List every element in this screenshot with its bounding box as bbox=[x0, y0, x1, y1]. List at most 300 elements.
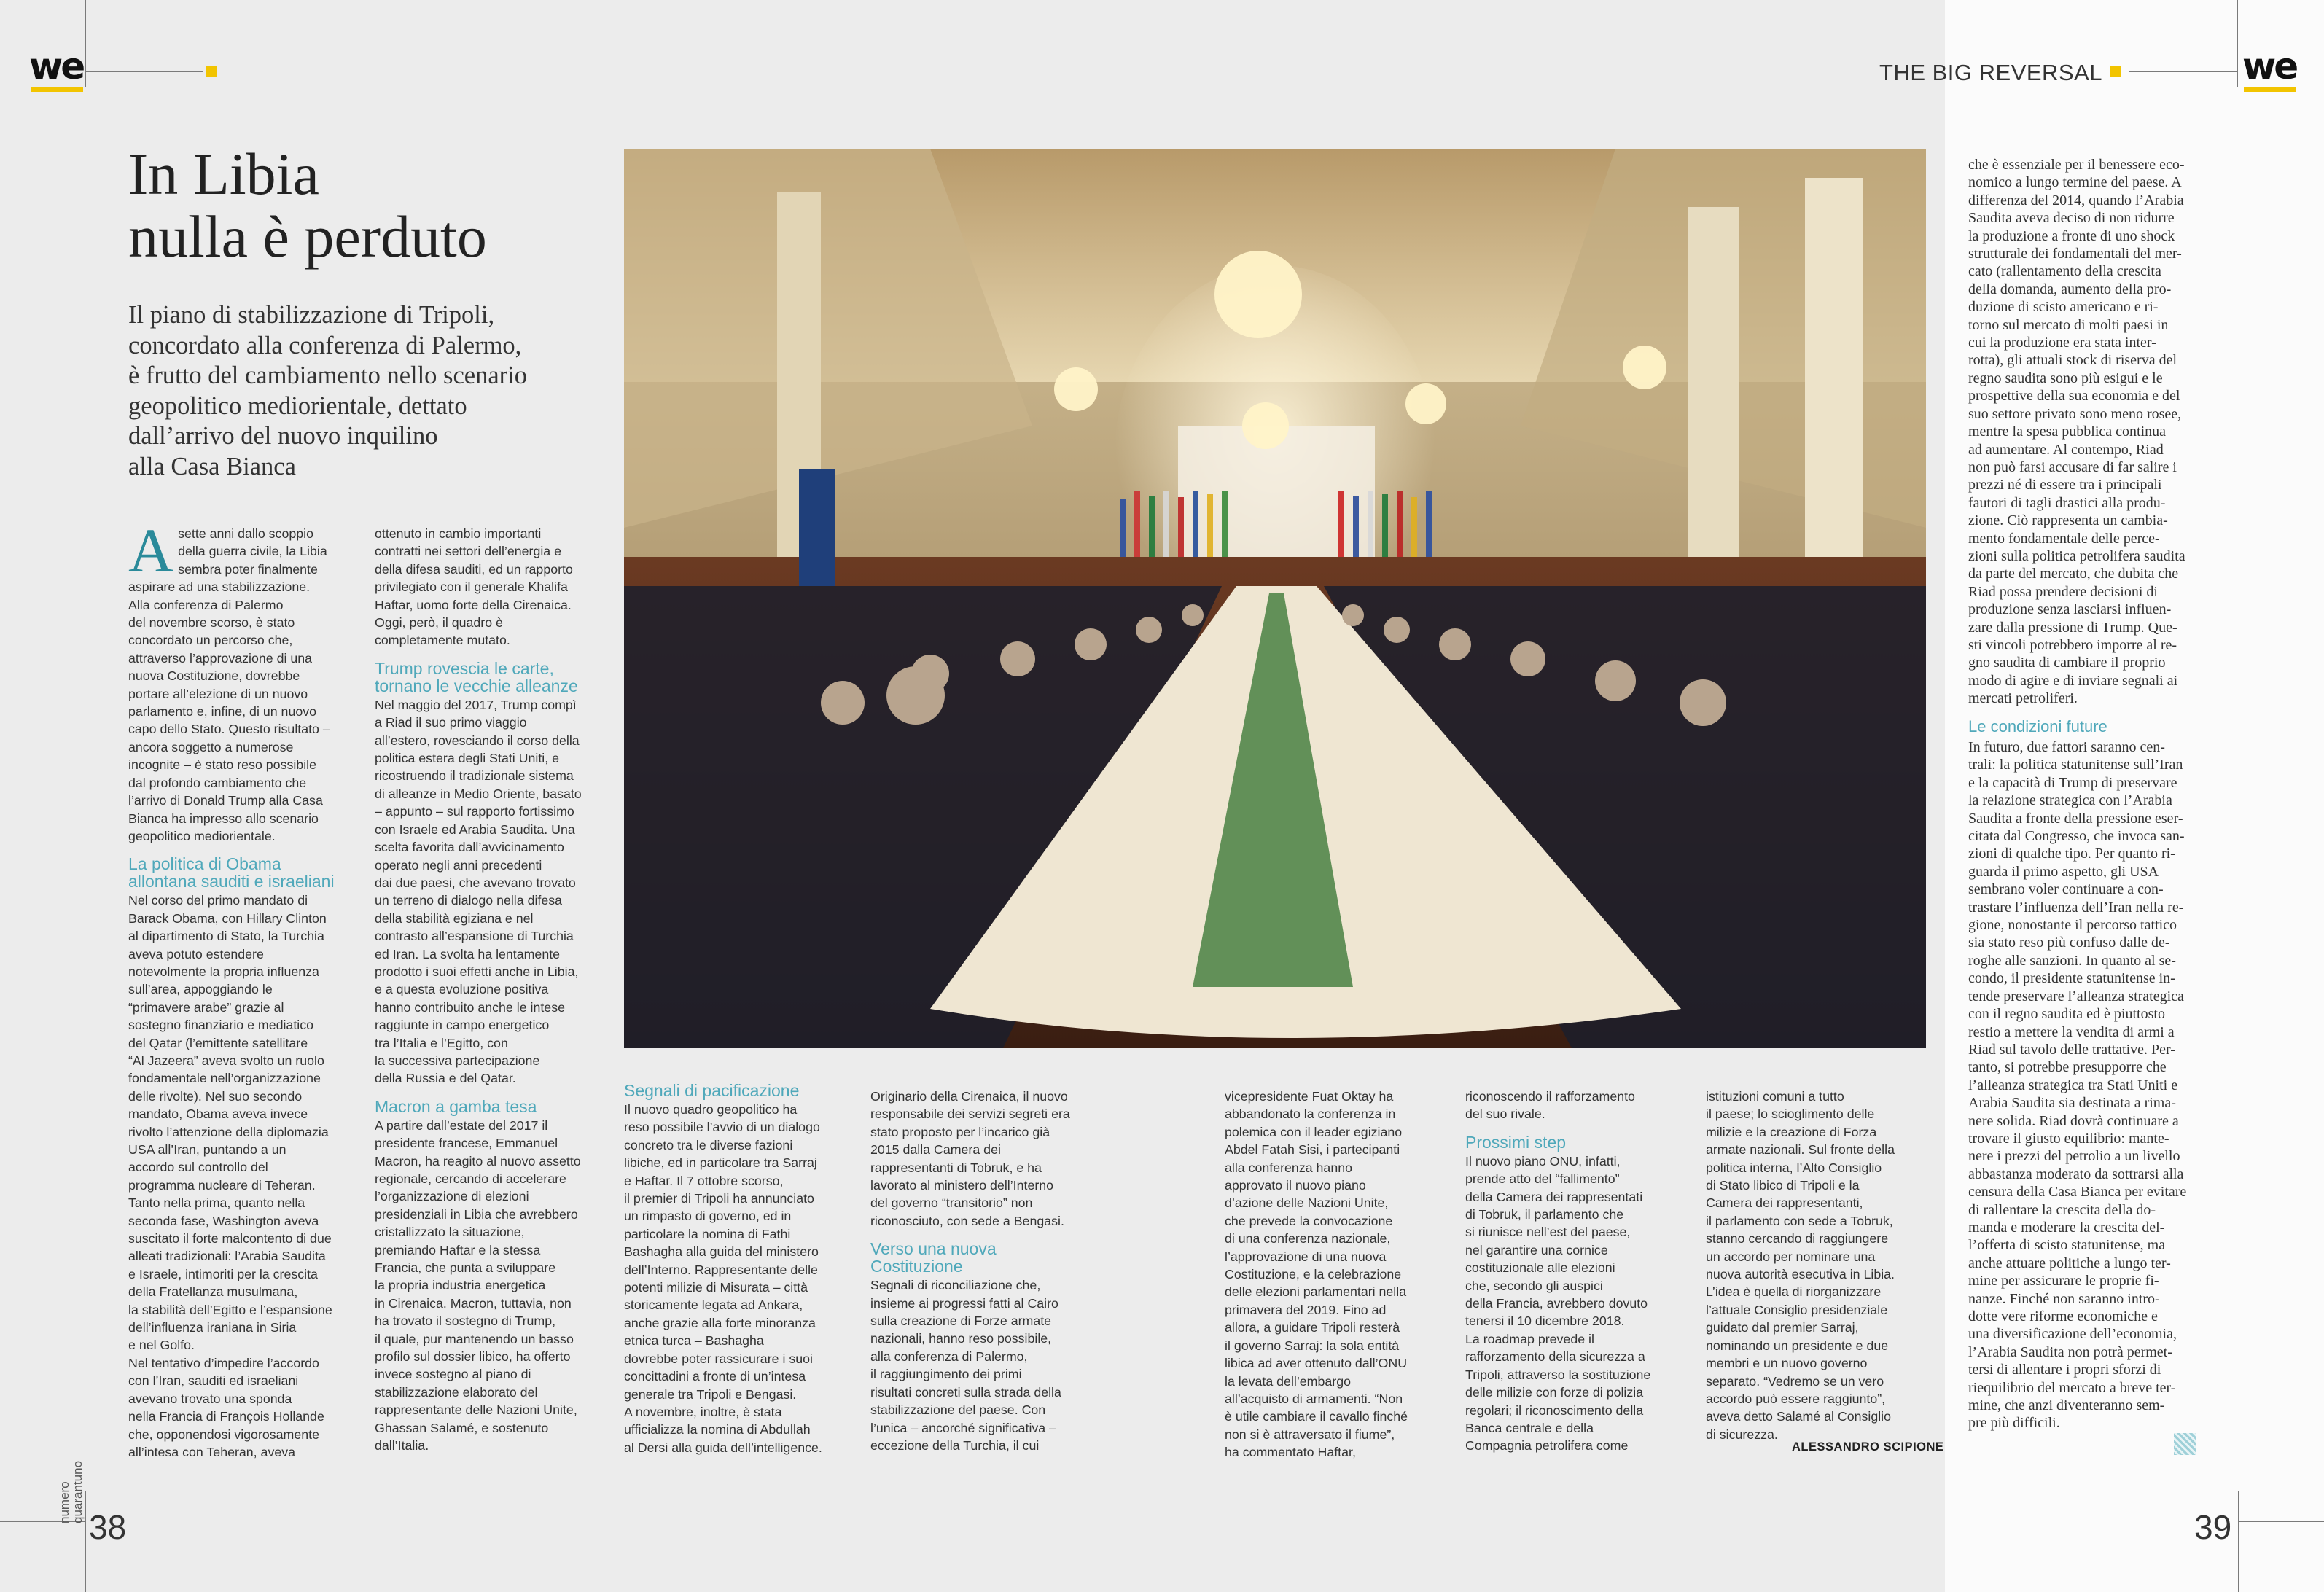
text-line: dotte vere riforme economiche e bbox=[1968, 1308, 2158, 1324]
text-line: trali: la politica statunitense sull’Iran bbox=[1968, 757, 2183, 773]
text-line: generale tra Tripoli e Bengasi. bbox=[624, 1386, 797, 1402]
text-line: nomico a lungo termine del paese. A bbox=[1968, 174, 2182, 191]
text-line: Francia, che punta a sviluppare bbox=[375, 1260, 556, 1276]
text-line: il paese; lo scioglimento delle bbox=[1706, 1107, 1875, 1122]
text-line: che, secondo gli auspici bbox=[1465, 1278, 1603, 1293]
text-line: presidenziali in Libia che avrebbero bbox=[375, 1206, 578, 1222]
text-line: Costituzione, e la celebrazione bbox=[1225, 1267, 1402, 1282]
text-line: A partire dall’estate del 2017 il bbox=[375, 1117, 548, 1133]
deck-line: dall’arrivo del nuovo inquilino bbox=[128, 422, 438, 450]
text-line: La roadmap prevede il bbox=[1465, 1331, 1594, 1346]
text-line: duzione di scisto americano e ri- bbox=[1968, 299, 2159, 316]
subheading-line: allontana sauditi e israeliani bbox=[128, 872, 335, 891]
text-line: politica interna, l’Alto Consiglio bbox=[1706, 1160, 1882, 1175]
text-line: armate nazionali. Sul fronte della bbox=[1706, 1142, 1895, 1158]
text-line: sembrano voler continuare a con- bbox=[1968, 881, 2164, 898]
drop-cap: A bbox=[128, 515, 174, 585]
text-line: differenza del 2014, quando l’Arabia bbox=[1968, 192, 2184, 208]
text-line: produzione senza lasciarsi influen- bbox=[1968, 601, 2172, 618]
text-line: la relazione strategica con l’Arabia bbox=[1968, 792, 2172, 809]
text-line: la successiva partecipazione bbox=[375, 1053, 540, 1068]
text-line: la stabilità dell’Egitto e l’espansione bbox=[128, 1302, 332, 1317]
text-line: nazionali, hanno reso possibile, bbox=[870, 1331, 1052, 1346]
text-line: tenersi il 10 dicembre 2018. bbox=[1465, 1314, 1625, 1329]
text-line: l’attuale Consiglio presidenziale bbox=[1706, 1302, 1888, 1317]
text-line: nere i prezzi del petrolio a un livello bbox=[1968, 1148, 2180, 1165]
subheading-line: Verso una nuova bbox=[870, 1239, 997, 1259]
deck-line: Il piano di stabilizzazione di Tripoli, bbox=[128, 301, 495, 329]
text-line: mento fondamentale delle perce- bbox=[1968, 530, 2160, 547]
text-line: “Al Jazeera” aveva svolto un ruolo bbox=[128, 1053, 324, 1068]
top-right-vertical-rule bbox=[2237, 0, 2238, 87]
text-line: allora, a guidare Tripoli resterà bbox=[1225, 1320, 1400, 1335]
text-line: delle elezioni parlamentari nella bbox=[1225, 1284, 1407, 1300]
article-column-5 bbox=[1225, 1088, 1451, 1462]
issue-label-line: quarantuno bbox=[71, 1460, 85, 1523]
text-line: geopolitico mediorientale. bbox=[128, 828, 276, 843]
text-line: roghe alle sanzioni. In quanto al se- bbox=[1968, 952, 2176, 969]
text-line: del suo rivale. bbox=[1465, 1107, 1545, 1122]
text-line: Bianca ha impresso allo scenario bbox=[128, 811, 319, 826]
text-line: mercati petroliferi. bbox=[1968, 690, 2078, 707]
text-line: con Israele ed Arabia Saudita. Una bbox=[375, 822, 575, 837]
text-line: zioni sulla politica petrolifera saudita bbox=[1968, 547, 2185, 564]
text-line: completamente mutato. bbox=[375, 633, 510, 648]
text-line: prezzi né di essere tra i principali bbox=[1968, 477, 2162, 493]
text-line: etnica turca – Bashagha bbox=[624, 1333, 764, 1349]
text-line: gno saudita di cambiare il proprio bbox=[1968, 655, 2166, 671]
text-line: il raggiungimento dei primi bbox=[870, 1367, 1022, 1382]
text-line: L’idea è quella di riorganizzare bbox=[1706, 1284, 1882, 1300]
text-line: ad aumentare. Al contempo, Riad bbox=[1968, 441, 2164, 458]
text-line: stabilizzazione del paese. Con bbox=[870, 1402, 1046, 1418]
text-line: suscitato il forte malcontento di due bbox=[128, 1231, 332, 1246]
text-line: In futuro, due fattori saranno cen- bbox=[1968, 739, 2165, 755]
text-line: Macron, ha reagito al nuovo assetto bbox=[375, 1153, 581, 1168]
text-line: libica ad aver ottenuto dall’ONU bbox=[1225, 1356, 1408, 1371]
text-line: e a questa evoluzione positiva bbox=[375, 982, 549, 997]
article-title bbox=[128, 143, 487, 268]
text-line: e Israele, intimoriti per la crescita bbox=[128, 1266, 318, 1281]
text-line: rappresentante delle Nazioni Unite, bbox=[375, 1402, 577, 1418]
text-line: Originario della Cirenaica, il nuovo bbox=[870, 1089, 1068, 1104]
text-line: stanno cercando di raggiungere bbox=[1706, 1231, 1889, 1246]
article-end-mark bbox=[2174, 1433, 2196, 1455]
text-line: accordo può essere raggiunto”, bbox=[1706, 1391, 1886, 1406]
text-line: potenti milizie di Misurata – città bbox=[624, 1280, 808, 1295]
text-line: eccezione della Turchia, il cui bbox=[870, 1437, 1040, 1453]
text-line: trastare l’influenza dell’Iran nella re- bbox=[1968, 899, 2184, 916]
text-line: prospettive della sua economia e del bbox=[1968, 388, 2180, 405]
text-line: all’acquisto di armamenti. “Non bbox=[1225, 1391, 1403, 1406]
text-line: Nel maggio del 2017, Trump compì bbox=[375, 697, 577, 712]
text-line: non si è attraversato il fiume”, bbox=[1225, 1427, 1395, 1442]
text-line: e la capacità di Trump di preservare bbox=[1968, 774, 2177, 791]
text-line: con il regno saudita ed è piuttosto bbox=[1968, 1006, 2165, 1023]
deck-line: concordato alla conferenza di Palermo, bbox=[128, 331, 522, 359]
text-line: nuova Costituzione, dovrebbe bbox=[128, 668, 300, 684]
text-line: Riad possa prendere decisioni di bbox=[1968, 583, 2158, 600]
top-left-horizontal-rule bbox=[86, 71, 203, 72]
text-line: Bashagha alla guida del ministero bbox=[624, 1244, 819, 1260]
text-line: a Riad il suo primo viaggio bbox=[375, 715, 527, 730]
text-line: all’estero, rovesciando il corso della bbox=[375, 733, 580, 748]
text-line: un accordo per nominare una bbox=[1706, 1249, 1876, 1264]
text-line: nere solida. Riad dovrà continuare a bbox=[1968, 1112, 2179, 1129]
magazine-logo-left bbox=[29, 45, 83, 87]
text-line: portare all’elezione di un nuovo bbox=[128, 686, 308, 701]
text-line: trovare il giusto equilibrio: mante- bbox=[1968, 1130, 2169, 1147]
author-byline: ALESSANDRO SCIPIONE bbox=[1792, 1440, 1944, 1454]
text-line: prodotto i suoi effetti anche in Libia, bbox=[375, 964, 579, 979]
text-line: in Cirenaica. Macron, tuttavia, non bbox=[375, 1295, 572, 1311]
text-line: reso possibile l’avvio di un dialogo bbox=[624, 1120, 820, 1135]
subheading bbox=[375, 660, 601, 695]
text-line: incognite – è stato reso possibile bbox=[128, 757, 316, 773]
text-line: Haftar, uomo forte della Cirenaica. bbox=[375, 597, 572, 612]
text-line: la produzione a fronte di uno shock bbox=[1968, 227, 2175, 244]
article-column-7 bbox=[1706, 1088, 1925, 1443]
text-line: parlamento e, infine, di un nuovo bbox=[128, 704, 317, 719]
subheading bbox=[128, 855, 354, 890]
article-deck bbox=[128, 300, 595, 482]
text-line: scelta favorita dall’avvicinamento bbox=[375, 840, 564, 855]
text-line: nominando un presidente e due bbox=[1706, 1338, 1889, 1353]
text-line: rappresentanti di Tobruk, e ha bbox=[870, 1160, 1042, 1175]
text-line: mine, che anzi diventeranno sem- bbox=[1968, 1397, 2165, 1414]
text-line: Il nuovo quadro geopolitico ha bbox=[624, 1102, 798, 1117]
text-line: della Francia, avrebbero dovuto bbox=[1465, 1296, 1648, 1311]
yellow-square-marker bbox=[206, 66, 217, 77]
text-line: dell’influenza iraniana in Siria bbox=[128, 1320, 297, 1335]
text-line: sostegno finanziario e mediatico bbox=[128, 1018, 314, 1033]
text-line: Camera dei rappresentanti, bbox=[1706, 1195, 1863, 1211]
text-line: l’approvazione di una nuova bbox=[1225, 1249, 1387, 1264]
text-line: il quale, pur mantenendo un basso bbox=[375, 1331, 574, 1346]
text-line: il parlamento con sede a Tobruk, bbox=[1706, 1213, 1893, 1228]
text-line: tersi di allentare i propri sforzi di bbox=[1968, 1362, 2161, 1378]
text-line: di sicurezza. bbox=[1706, 1427, 1778, 1442]
text-line: tanto, si potrebbe presupporre che bbox=[1968, 1059, 2167, 1076]
text-line: censura della Casa Bianca per evitare bbox=[1968, 1184, 2187, 1201]
text-line: al dipartimento di Stato, la Turchia bbox=[128, 929, 324, 944]
text-line: dovrebbe poter rassicurare i suoi bbox=[624, 1351, 813, 1366]
text-line: Nel corso del primo mandato di bbox=[128, 893, 308, 908]
top-left-vertical-rule bbox=[85, 0, 86, 87]
text-line: presidente francese, Emmanuel bbox=[375, 1136, 558, 1151]
text-line: sette anni dallo scoppio bbox=[178, 526, 313, 541]
text-line: nuova autorità esecutiva in Libia. bbox=[1706, 1267, 1895, 1282]
text-line: che prevede la convocazione bbox=[1225, 1213, 1393, 1228]
text-line: e nel Golfo. bbox=[128, 1338, 195, 1353]
text-line: operato negli anni precedenti bbox=[375, 857, 542, 873]
text-line: ricostruendo il tradizionale sistema bbox=[375, 768, 574, 784]
text-line: – appunto – sul rapporto fortissimo bbox=[375, 804, 574, 819]
text-line: mentre la spesa pubblica continua bbox=[1968, 424, 2167, 440]
deck-line: geopolitico mediorientale, dettato bbox=[128, 391, 467, 420]
subheading-line: Costituzione bbox=[870, 1257, 963, 1276]
text-line: Ghassan Salamé, e sostenuto bbox=[375, 1420, 549, 1435]
text-line: pre più difficili. bbox=[1968, 1415, 2060, 1432]
text-line: responsabile dei servizi segreti era bbox=[870, 1107, 1070, 1122]
text-line: rivolto l’attenzione della diplomazia bbox=[128, 1124, 329, 1139]
text-line: seconda fase, Washington aveva bbox=[128, 1213, 319, 1228]
text-line: primavera del 2019. Fino ad bbox=[1225, 1302, 1387, 1317]
text-line: USA all’Iran, puntando a un bbox=[128, 1142, 286, 1157]
text-line: l’Arabia Saudita non potrà permet- bbox=[1968, 1343, 2172, 1360]
text-line: aveva potuto estendere bbox=[128, 946, 264, 961]
text-line: separato. “Vedremo se un vero bbox=[1706, 1373, 1884, 1389]
text-line: Compagnia petrolifera come bbox=[1465, 1438, 1629, 1454]
text-line: aspirare ad una stabilizzazione. bbox=[128, 580, 311, 595]
text-line: fautori di tagli drastici alla produ- bbox=[1968, 494, 2166, 511]
text-line: è utile cambiare il cavallo finché bbox=[1225, 1409, 1408, 1424]
text-line: sembra poter finalmente bbox=[178, 561, 318, 577]
subheading-line: Trump rovescia le carte, bbox=[375, 658, 554, 678]
text-line: tra l’Italia e l’Egitto, con bbox=[375, 1035, 508, 1050]
text-line: di rallentare la crescita della do- bbox=[1968, 1201, 2156, 1218]
text-line: Abdel Fatah Sisi, i partecipanti bbox=[1225, 1142, 1400, 1158]
text-line: ancora soggetto a numerose bbox=[128, 739, 294, 754]
text-line: che è essenziale per il benessere eco- bbox=[1968, 157, 2185, 173]
text-line: Banca centrale e della bbox=[1465, 1420, 1594, 1435]
text-line: profilo sul dossier libico, ha offerto bbox=[375, 1349, 571, 1365]
text-line: di una conferenza nazionale, bbox=[1225, 1231, 1391, 1246]
text-line: contratti nei settori dell’energia e bbox=[375, 544, 561, 559]
logo-text: we bbox=[2242, 45, 2297, 87]
text-line: Nel tentativo d’impedire l’accordo bbox=[128, 1355, 319, 1370]
text-line: strutturale dei fondamentali del mer- bbox=[1968, 246, 2182, 262]
text-line: approvato il nuovo piano bbox=[1225, 1178, 1366, 1193]
subheading bbox=[870, 1240, 1096, 1275]
text-line: lavorato al ministero dell’Interno bbox=[870, 1178, 1054, 1193]
text-line: restio a mettere la vendita di armi a bbox=[1968, 1023, 2175, 1040]
text-line: con l’Iran, sauditi ed israeliani bbox=[128, 1373, 299, 1389]
bottom-left-vertical-rule bbox=[85, 1491, 86, 1592]
text-line: A novembre, inoltre, è stata bbox=[624, 1404, 782, 1419]
article-column-4 bbox=[870, 1088, 1096, 1454]
text-line: risultati concreti sulla strada della bbox=[870, 1384, 1061, 1400]
text-line: stato proposto per l’incarico già bbox=[870, 1124, 1050, 1139]
page-number-left: 38 bbox=[89, 1508, 127, 1546]
text-line: dai due paesi, che avevano trovato bbox=[375, 875, 576, 890]
text-line: delle rivolte). Nel suo secondo bbox=[128, 1088, 303, 1104]
text-line: la levata dell’embargo bbox=[1225, 1373, 1351, 1389]
title-line: nulla è perduto bbox=[128, 203, 487, 270]
text-line: “primavere arabe” grazie al bbox=[128, 999, 284, 1015]
text-line: concreto tra le diverse fazioni bbox=[624, 1137, 793, 1152]
text-line: storicamente legata ad Ankara, bbox=[624, 1298, 803, 1313]
text-line: guidato dal premier Sarraj, bbox=[1706, 1320, 1859, 1335]
text-line: regionale, cercando di accelerare bbox=[375, 1171, 566, 1186]
text-line: modo di agire e di inviare segnali ai bbox=[1968, 672, 2178, 689]
subheading bbox=[1465, 1133, 1684, 1151]
text-line: citata dal Congresso, che invoca san- bbox=[1968, 828, 2185, 845]
subheading-line: Prossimi step bbox=[1465, 1132, 1567, 1152]
text-line: l’organizzazione di elezioni bbox=[375, 1189, 529, 1204]
text-line: mandato, Obama aveva invece bbox=[128, 1107, 308, 1122]
text-line: Arabia Saudita sia destinata a rima- bbox=[1968, 1095, 2176, 1112]
issue-label-line: numero bbox=[58, 1481, 71, 1523]
text-line: milizie e la creazione di Forza bbox=[1706, 1124, 1877, 1139]
subheading-line: Segnali di pacificazione bbox=[624, 1081, 800, 1100]
text-line: della domanda, aumento della pro- bbox=[1968, 281, 2172, 297]
subheading-line: tornano le vecchie alleanze bbox=[375, 676, 578, 695]
text-line: gione, nonostante il percorso tattico bbox=[1968, 917, 2177, 934]
text-line: zione. Ciò rappresenta un cambia- bbox=[1968, 512, 2168, 529]
text-line: sulla creazione di Forze armate bbox=[870, 1314, 1052, 1329]
top-right-horizontal-rule bbox=[2129, 71, 2237, 72]
text-line: del governo “transitorio” non bbox=[870, 1195, 1033, 1211]
text-line: alleati tradizionali: l’Arabia Saudita bbox=[128, 1249, 326, 1264]
subheading bbox=[375, 1098, 601, 1115]
text-line: della Camera dei rappresentati bbox=[1465, 1189, 1643, 1204]
text-line: della Fratellanza musulmana, bbox=[128, 1284, 298, 1300]
text-line: accordo sul controllo del bbox=[128, 1160, 268, 1175]
issue-label-vertical bbox=[58, 1461, 85, 1523]
text-line: Barack Obama, con Hillary Clinton bbox=[128, 910, 327, 926]
text-line: Segnali di riconciliazione che, bbox=[870, 1278, 1041, 1293]
text-line: un terreno di dialogo nella difesa bbox=[375, 893, 563, 908]
text-line: l’unica – ancorché significativa – bbox=[870, 1420, 1057, 1435]
text-line: invece sostegno al piano di bbox=[375, 1367, 531, 1382]
bottom-right-horizontal-rule bbox=[2239, 1521, 2324, 1522]
text-line: libiche, ed in particolare tra Sarraj bbox=[624, 1155, 817, 1171]
deck-line: è frutto del cambiamento nello scenario bbox=[128, 362, 527, 389]
text-line: ed Iran. La svolta ha lentamente bbox=[375, 946, 561, 961]
text-line: alla conferenza di Palermo, bbox=[870, 1349, 1028, 1364]
text-line: abbandonato la conferenza in bbox=[1225, 1107, 1396, 1122]
text-line: avevano trovato una sponda bbox=[128, 1391, 292, 1406]
text-line: Riad sul tavolo delle trattative. Per- bbox=[1968, 1041, 2175, 1058]
text-line: d’azione delle Nazioni Unite, bbox=[1225, 1195, 1389, 1211]
text-line: abbastanza moderato da sottrarsi alla bbox=[1968, 1166, 2184, 1182]
text-line: condo, il presidente statunitense in- bbox=[1968, 970, 2175, 987]
text-line: dal profondo cambiamento che bbox=[128, 775, 307, 790]
text-line: ufficializza la nomina di Abdullah bbox=[624, 1422, 811, 1437]
text-line: della difesa sauditi, ed un rapporto bbox=[375, 561, 573, 577]
right-page-column bbox=[1968, 156, 2196, 1432]
text-line: anche attuare politiche a lungo ter- bbox=[1968, 1255, 2171, 1271]
text-line: della guerra civile, la Libia bbox=[178, 544, 327, 559]
text-line: di alleanze in Medio Oriente, basato bbox=[375, 786, 582, 801]
article-column-2 bbox=[375, 525, 601, 1455]
text-line: politica estera degli Stati Uniti, e bbox=[375, 751, 560, 766]
text-line: della Russia e del Qatar. bbox=[375, 1071, 516, 1086]
text-line: un rimpasto di governo, ed in bbox=[624, 1209, 792, 1224]
text-line: 2015 dalla Camera dei bbox=[870, 1142, 1001, 1158]
text-line: di Stato libico di Tripoli e la bbox=[1706, 1178, 1860, 1193]
text-line: contrasto all’espansione di Turchia bbox=[375, 929, 574, 944]
text-line: Tanto nella prima, quanto nella bbox=[128, 1195, 305, 1211]
text-line: di Tobruk, il parlamento che bbox=[1465, 1207, 1624, 1222]
text-line: Tripoli, attraverso la sostituzione bbox=[1465, 1367, 1651, 1382]
title-line: In Libia bbox=[128, 141, 319, 207]
text-line: ha trovato il sostegno di Trump, bbox=[375, 1314, 556, 1329]
text-line: nella Francia di François Hollande bbox=[128, 1409, 324, 1424]
text-line: tende preservare l’alleanza strategica bbox=[1968, 988, 2184, 1004]
text-line: sti vincoli potrebbero imporre al re- bbox=[1968, 636, 2177, 653]
text-line: raggiunte in campo energetico bbox=[375, 1018, 550, 1033]
text-line: l’offerta di scisto statunitense, ma bbox=[1968, 1237, 2166, 1254]
subheading-line: La politica di Obama bbox=[128, 854, 281, 874]
text-line: riequilibrio del mercato a breve ter- bbox=[1968, 1379, 2176, 1396]
text-line: della stabilità egiziana e nel bbox=[375, 910, 534, 926]
text-line: attraverso l’approvazione di una bbox=[128, 650, 313, 666]
text-line: dall’Italia. bbox=[375, 1438, 429, 1454]
text-line: Alla conferenza di Palermo bbox=[128, 597, 284, 612]
text-line: l’arrivo di Donald Trump alla Casa bbox=[128, 793, 323, 808]
text-line: concordato un percorso che, bbox=[128, 633, 293, 648]
subheading bbox=[624, 1082, 850, 1099]
text-line: al Dersi alla guida dell’intelligence. bbox=[624, 1440, 822, 1455]
subheading: Le condizioni future bbox=[1968, 717, 2107, 735]
text-line: privilegiato con il generale Khalifa bbox=[375, 580, 568, 595]
text-line: Oggi, però, il quadro è bbox=[375, 615, 503, 631]
text-line: premiando Haftar e la stessa bbox=[375, 1242, 541, 1257]
text-line: del novembre scorso, è stato bbox=[128, 615, 295, 631]
text-line: manda e moderare la crescita del- bbox=[1968, 1219, 2165, 1236]
text-line: Il nuovo piano ONU, infatti, bbox=[1465, 1153, 1621, 1168]
text-line: alla conferenza hanno bbox=[1225, 1160, 1352, 1175]
logo-text: we bbox=[29, 45, 84, 87]
text-line: istituzioni comuni a tutto bbox=[1706, 1089, 1844, 1104]
text-line: rotta), gli attuali stock di riserva del bbox=[1968, 352, 2177, 369]
page-number-right: 39 bbox=[2194, 1508, 2232, 1546]
conference-photo bbox=[624, 149, 1926, 1048]
text-line: non può farsi accusare di far salire i bbox=[1968, 459, 2177, 475]
text-line: che, opponendosi vigorosamente bbox=[128, 1427, 319, 1442]
deck-line: alla Casa Bianca bbox=[128, 452, 296, 480]
text-line: la propria industria energetica bbox=[375, 1278, 546, 1293]
text-line: una diversificazione dell’economia, bbox=[1968, 1326, 2177, 1343]
text-line: anche grazie alla forte minoranza bbox=[624, 1315, 816, 1330]
text-line: costituzionale alle elezioni bbox=[1465, 1260, 1615, 1276]
text-line: il premier di Tripoli ha annunciato bbox=[624, 1191, 814, 1206]
article-column-1 bbox=[128, 515, 354, 1461]
text-line: vicepresidente Fuat Oktay ha bbox=[1225, 1089, 1394, 1104]
text-line: capo dello Stato. Questo risultato – bbox=[128, 722, 330, 737]
text-line: membri e un nuovo governo bbox=[1706, 1356, 1868, 1371]
text-line: sull’area, appoggiando le bbox=[128, 982, 273, 997]
text-line: da parte del mercato, che dubita che bbox=[1968, 566, 2179, 582]
text-line: nanze. Finché non saranno intro- bbox=[1968, 1290, 2160, 1307]
text-line: Saudita a fronte della pressione eser- bbox=[1968, 810, 2183, 827]
text-line: nel garantire una cornice bbox=[1465, 1242, 1608, 1257]
text-line: particolare la nomina di Fathi bbox=[624, 1226, 791, 1241]
article-column-6 bbox=[1465, 1088, 1684, 1455]
text-line: cristallizzato la situazione, bbox=[375, 1225, 525, 1240]
text-line: del Qatar (l’emittente satellitare bbox=[128, 1035, 308, 1050]
text-line: notevolmente la propria influenza bbox=[128, 964, 319, 979]
text-line: delle milizie con forze di polizia bbox=[1465, 1385, 1644, 1400]
text-line: ottenuto in cambio importanti bbox=[375, 526, 542, 541]
text-line: riconoscendo il rafforzamento bbox=[1465, 1089, 1635, 1104]
text-line: programma nucleare di Teheran. bbox=[128, 1177, 316, 1193]
text-line: guarda il primo aspetto, gli USA bbox=[1968, 863, 2159, 880]
text-line: aveva detto Salamé al Consiglio bbox=[1706, 1409, 1892, 1424]
yellow-square-marker bbox=[2110, 66, 2121, 77]
text-line: torno sul mercato di molti paesi in bbox=[1968, 316, 2169, 333]
text-line: mine per assicurare le proprie fi- bbox=[1968, 1273, 2159, 1289]
text-line: polemica con il leader egiziano bbox=[1225, 1124, 1403, 1139]
article-column-3 bbox=[624, 1082, 850, 1456]
text-line: regolari; il riconoscimento della bbox=[1465, 1402, 1644, 1418]
text-line: fondamentale nell’organizzazione bbox=[128, 1071, 321, 1086]
bottom-right-vertical-rule bbox=[2238, 1491, 2239, 1592]
text-line: hanno contribuito anche le intese bbox=[375, 999, 565, 1015]
text-line: all’intesa con Teheran, aveva bbox=[128, 1444, 296, 1459]
